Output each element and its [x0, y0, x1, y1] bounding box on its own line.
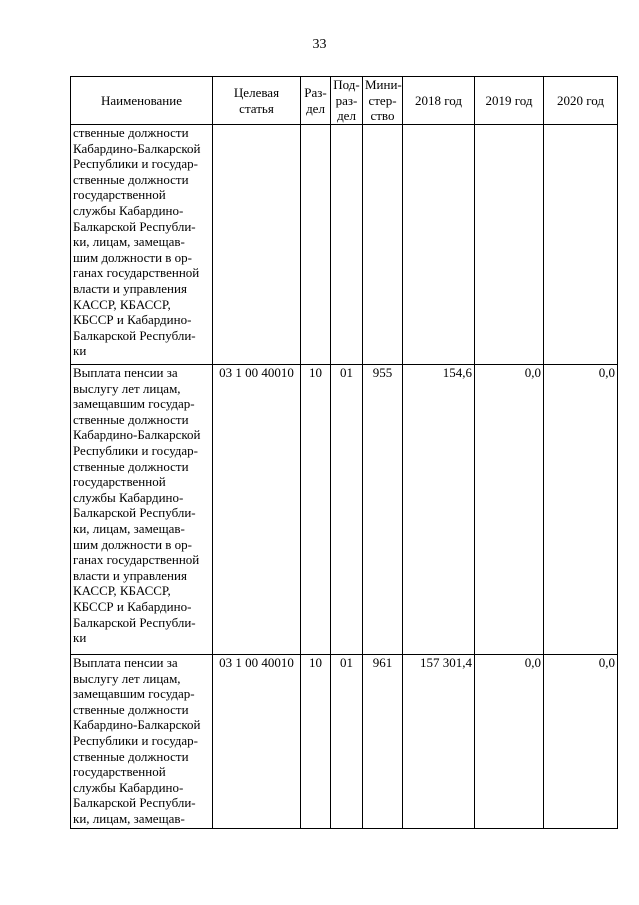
- cell-section: 10: [301, 655, 331, 829]
- cell-name-line: Кабардино-Балкарской: [73, 140, 201, 156]
- cell-name-line: ки: [73, 630, 87, 646]
- cell-2018: 157 301,4: [403, 655, 475, 829]
- header-ministry-line: стер-: [368, 92, 397, 108]
- cell-name-line: КБССР и Кабардино-: [73, 598, 192, 614]
- header-subsection-line: раз-: [335, 92, 358, 108]
- header-section-line: дел: [306, 100, 325, 116]
- table-header-row: [71, 77, 618, 125]
- cell-name-line: выслугу лет лицам,: [73, 380, 181, 396]
- cell-name-line: Балкарской Республи-: [73, 614, 196, 630]
- cell-target-article: 03 1 00 40010: [213, 655, 301, 829]
- cell-name-line: государственной: [73, 187, 166, 203]
- cell-name-line: ственные должности: [73, 411, 189, 427]
- table-row: [71, 365, 618, 655]
- cell-name-line: власти и управления: [73, 280, 187, 296]
- header-subsection: [331, 77, 363, 125]
- header-target-article: [213, 77, 301, 125]
- cell-name-line: Балкарской Республи-: [73, 327, 196, 343]
- header-2019: 2019 год: [475, 77, 544, 125]
- cell-name-line: ственные должности: [73, 701, 189, 717]
- cell-name: [71, 365, 213, 655]
- cell-name: [71, 125, 213, 365]
- cell-name-line: шим должности в ор-: [73, 536, 193, 552]
- header-ministry-line: Мини-: [365, 77, 402, 93]
- cell-target-article: [213, 125, 301, 365]
- header-target-line: статья: [239, 100, 274, 116]
- cell-name-line: ственные должности: [73, 125, 189, 140]
- cell-name-line: Выплата пенсии за: [73, 655, 178, 670]
- cell-name-line: службы Кабардино-: [73, 489, 184, 505]
- cell-name-line: Республики и государ-: [73, 732, 198, 748]
- cell-name-line: ственные должности: [73, 171, 189, 187]
- cell-ministry: [363, 125, 403, 365]
- cell-name-line: Кабардино-Балкарской: [73, 427, 201, 443]
- cell-2020: 0,0: [544, 655, 618, 829]
- header-subsection-line: дел: [337, 108, 356, 124]
- table-row: [71, 125, 618, 365]
- cell-name-line: ки, лицам, замещав-: [73, 810, 185, 826]
- cell-name-line: КАССР, КБАССР,: [73, 296, 171, 312]
- cell-name-line: ганах государственной: [73, 265, 200, 281]
- header-2020: 2020 год: [544, 77, 618, 125]
- header-target-line: Целевая: [233, 84, 280, 100]
- header-name: Наименование: [71, 77, 213, 125]
- cell-2018: 154,6: [403, 365, 475, 655]
- page-number: 33: [312, 37, 327, 52]
- cell-section: 10: [301, 365, 331, 655]
- cell-2019: 0,0: [475, 655, 544, 829]
- cell-2020: [544, 125, 618, 365]
- cell-name-line: КБССР и Кабардино-: [73, 312, 192, 328]
- cell-name-line: Балкарской Республи-: [73, 505, 196, 521]
- cell-name-line: ки, лицам, замещав-: [73, 234, 185, 250]
- cell-subsection: 01: [331, 655, 363, 829]
- cell-name-line: ки, лицам, замещав-: [73, 520, 185, 536]
- cell-target-article: 03 1 00 40010: [213, 365, 301, 655]
- cell-name-line: замещавшим государ-: [73, 396, 195, 412]
- cell-name: [71, 655, 213, 829]
- cell-name-line: государственной: [73, 474, 166, 490]
- cell-2018: [403, 125, 475, 365]
- cell-name-line: ганах государственной: [73, 552, 200, 568]
- cell-section: [301, 125, 331, 365]
- cell-name-line: ственные должности: [73, 458, 189, 474]
- cell-subsection: [331, 125, 363, 365]
- cell-name-line: ки: [73, 343, 87, 359]
- cell-name-line: выслугу лет лицам,: [73, 670, 181, 686]
- budget-table: [70, 76, 618, 829]
- cell-name-line: шим должности в ор-: [73, 249, 193, 265]
- cell-name-line: государственной: [73, 764, 166, 780]
- cell-2020: 0,0: [544, 365, 618, 655]
- header-ministry: [363, 77, 403, 125]
- cell-name-line: Республики и государ-: [73, 156, 198, 172]
- cell-name-line: власти и управления: [73, 567, 187, 583]
- cell-name-line: Балкарской Республи-: [73, 795, 196, 811]
- cell-name-line: службы Кабардино-: [73, 779, 184, 795]
- header-section: [301, 77, 331, 125]
- cell-ministry: 955: [363, 365, 403, 655]
- cell-name-line: Республики и государ-: [73, 442, 198, 458]
- header-subsection-line: Под-: [333, 77, 360, 93]
- header-ministry-line: ство: [370, 108, 395, 124]
- cell-2019: [475, 125, 544, 365]
- cell-name-line: Выплата пенсии за: [73, 365, 178, 380]
- table-row: [71, 655, 618, 829]
- cell-name-line: КАССР, КБАССР,: [73, 583, 171, 599]
- header-2018: 2018 год: [403, 77, 475, 125]
- cell-name-line: службы Кабардино-: [73, 202, 184, 218]
- cell-name-line: Кабардино-Балкарской: [73, 717, 201, 733]
- cell-name-line: замещавшим государ-: [73, 686, 195, 702]
- cell-ministry: 961: [363, 655, 403, 829]
- cell-2019: 0,0: [475, 365, 544, 655]
- header-section-line: Раз-: [304, 84, 327, 100]
- cell-name-line: Балкарской Республи-: [73, 218, 196, 234]
- cell-subsection: 01: [331, 365, 363, 655]
- cell-name-line: ственные должности: [73, 748, 189, 764]
